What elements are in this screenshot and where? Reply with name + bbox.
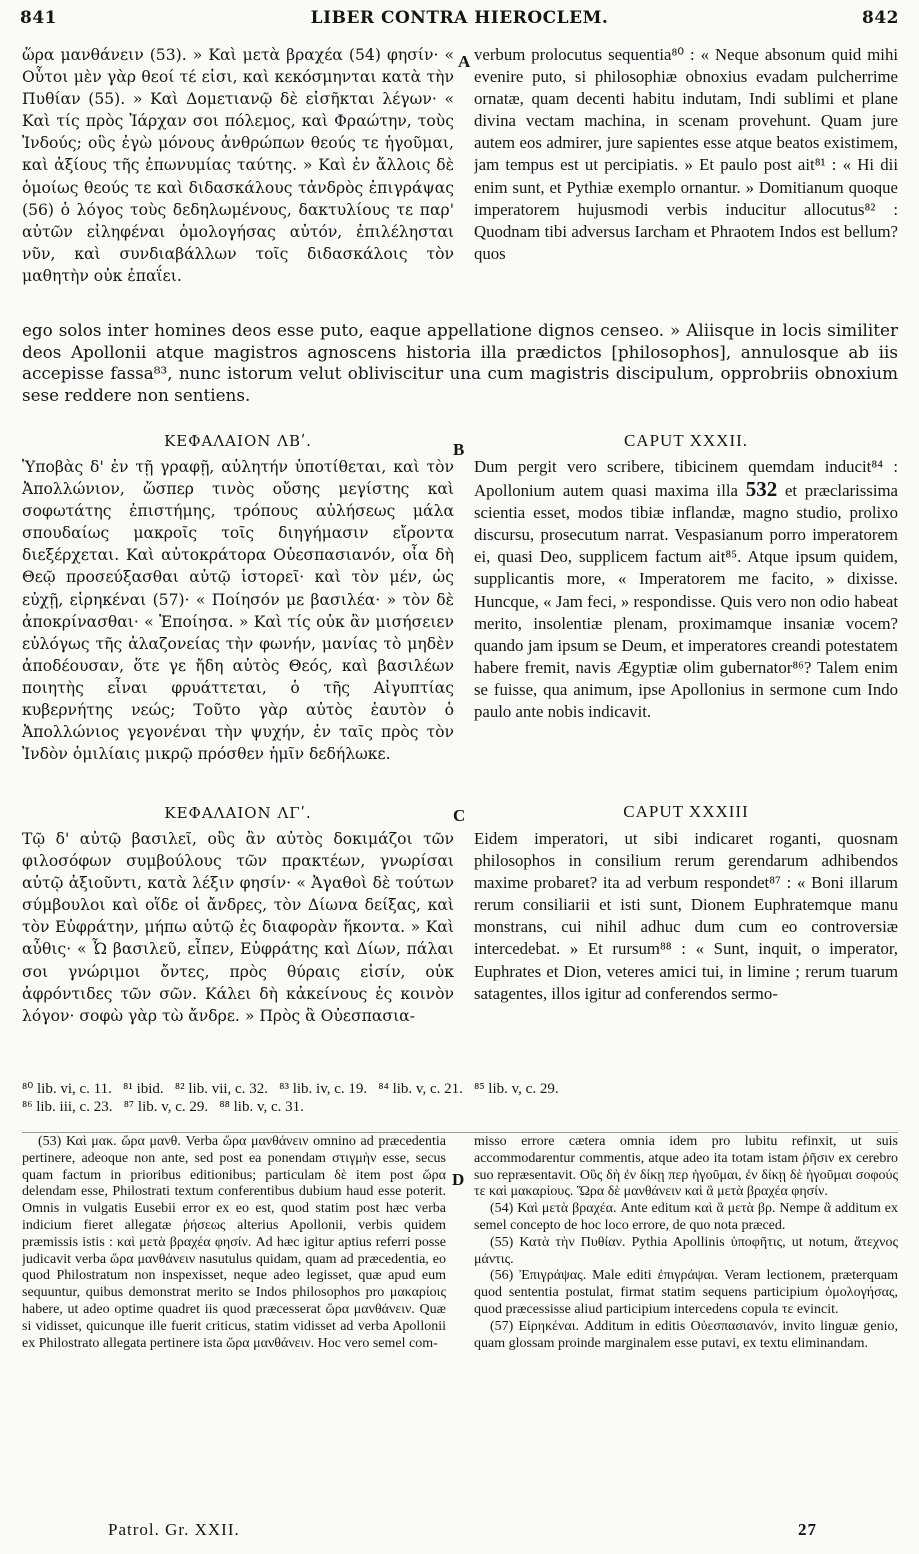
footnote-divider — [22, 1132, 898, 1133]
notes-left-column — [22, 1134, 446, 1516]
top-greek-column — [22, 44, 454, 309]
note-54: (54) Καὶ μετὰ βραχέα. Ante editum καὶ ἃ μετὰ βρ. Nempe ἃ additum ex semel concepto de hoc loco errore, de quo nota præced. — [474, 1201, 898, 1233]
note-53-continuation: misso errore cætera omnia idem pro lubitu refinxit, ut suis accommodarentur commentis, atque adeo ita totam istam ῥῆσιν ex cerebro suo repræsentavit. Οὓς δὴ ἐν δίκῃ περ ἡγοῦμαι, ἐν δίκῃ δὲ ἡγοῦμαι σοφούς τε καὶ μακαρίους. Ὥρα δὲ μανθάνειν καὶ ἃ μετὰ βραχέα φησίν. — [474, 1134, 898, 1200]
full-width-latin-text: ego solos inter homines deos esse puto, eaque appellatione dignos censeo. » Aliisque in locis similiter deos Apollonii atque magistros agnoscens historia illa prædictos [philosophos], annulosque ab iis accepisse fassa⁸³, nunc istorum velut obliviscitur una cum magistris discipulum, opprobriis obnoxium sese reddere non sentiens. — [22, 320, 898, 405]
margin-mark-c: C — [453, 806, 466, 825]
page-number-right: 842 — [862, 8, 899, 28]
top-latin-text: verbum prolocutus sequentia⁸⁰ : « Neque absonum quid mihi evenire puto, si philosophiæ obnoxius evadam pulcherrime ornatæ, quam decenti habitu indutam, Indi sublimi et plane divina vectam machina, in scenam provehunt. Quam jure autem eos admirer, jure sapientes esse atque beatos existimem, jam tempus est ut percipiatis. » Et paulo post ait⁸¹ : « Hi dii enim sunt, et Pythiæ exemplo ornantur. » Domitianum quoque imperatorem hujusmodi verbis inducitur allocutus⁸² : Quodnam tibi adversus Iarcham et Phraotem Indos est bellum? quos — [474, 45, 898, 263]
margin-mark-d: D — [452, 1170, 465, 1189]
footnotes-line-1: ⁸⁰ lib. vi, c. 11. ⁸¹ ibid. ⁸² lib. vii, c. 32. ⁸³ lib. iv, c. 19. ⁸⁴ lib. v, c. 21. ⁸⁵ lib. v, c. 29. — [22, 1081, 559, 1097]
chapter-33-latin-column — [474, 828, 898, 1060]
chapter-32-latin-before: Dum pergit vero scribere, tibicinem quemdam inducit⁸⁴ : Apollonium autem quasi maxima illa — [474, 457, 898, 501]
top-latin-column — [474, 44, 898, 309]
footer-series: Patrol. Gr. XXII. — [108, 1520, 240, 1539]
margin-mark-b: B — [453, 440, 465, 459]
notes-right-column — [474, 1134, 898, 1516]
full-width-latin — [22, 320, 898, 426]
chapter-32-greek-title: ΚΕΦΑΛΑΙΟΝ ΛΒʹ. — [164, 432, 312, 450]
note-53: (53) Καὶ μακ. ὥρα μανθ. Verba ὥρα μανθάνειν omnino ad præcedentia pertinere, adeoque non ante, sed post ea ponendam στιγμὴν esse, secus quam factum in prioribus editionibus; particulam δὲ item post ὥρα delendam esse, Philostrati textum conferentibus dubium haud esse poterit. Omnis in vulgatis Eusebii error ex eo est, quod statim post hæc verba indicium fieret allegatæ ῥήσεως alterius Apollonii, verbis quidem præmissis istis : καὶ μετὰ βραχέα φησίν. Ad hæc igitur aptius referri posse judicavit verba ὥρα μανθάνειν nasutulus quidam, quam ad præcedentia, eo quod Philostratum non inspexisset, neque adeo legisset, quæ apud eum sequuntur, quibus demonstrat merito se Indos philosophos pro μακαρίοις habere, ut adeo optime quadret iis quod præcesserat ὥρα μανθάνειν. Quæ si vidisset, quicunque ille fuerit criticus, statim vidisset ad verba Apollonii ex Philostrato allegata pertinere ista ὥρα μανθάνειν. Hoc vero semel com- — [22, 1134, 446, 1351]
chapter-32-greek-text: Ὑποβὰς δ' ἐν τῇ γραφῇ, αὐλητήν ὑποτίθεται, καὶ τὸν Ἀπολλώνιον, ὥσπερ τινὸς οὔσης μεγίστης καὶ σοφωτάτης ἐπιστήμης, τρόπους αὐλήσεως μάλα σπουδαίως μακροῖς τοῖς διηγήμασιν εἴροντα διεξέρχεται. Καὶ αὐτοκράτορα Οὐεσπασιανόν, οἷα δὴ Θεῷ προσεύξασθαι αὐτῷ ἱστορεῖ· καὶ τὸν μέν, ὡς εὐχῇ, εἰρηκέναι (57)· « Ποίησόν με βασιλέα· » τὸν δὲ ἀποκρίνασθαι· « Ἐποίησα. » Καὶ τίς οὐκ ἂν μισήσειεν εὐλόγως τῆς ἀλαζονείας τὴν φωνήν, μανίας τὸ μηδὲν ἀποδέουσαν, ὅτε γε ἤδη αὐτὸς Θεός, καὶ βασιλέων ποιητὴς εἶναι φρυάττεται, ὁ τῆς Αἰγυπτίας κυβερνήτης νεώς; Τοῦτο γὰρ αὐτὸς ἑαυτὸν ὁ Ἀπολλώνιος γεγονέναι τὴν ψυχήν, ἐν ταῖς πρὸς τὸν Ἰνδὸν ὁμιλίαις μικρῷ πρόσθεν ἡμῖν δεδήλωκε. — [22, 458, 454, 764]
column-number: 532 — [745, 477, 778, 502]
top-greek-text: ὥρα μανθάνειν (53). » Καὶ μετὰ βραχέα (54) φησίν· « Οὗτοι μὲν γὰρ θεοί τέ εἰσι, καὶ κεκόσμηνται κατὰ τὴν Πυθίαν (55). » Καὶ Δομετιανῷ δὲ εἰσῆκται λέγων· « Καὶ τίς πρὸς Ἰάρχαν σοι πόλεμος, καὶ Φραώτην, τοὺς Ἰνδούς; οὓς ἐγὼ μόνους ἀνθρώπων θεούς τε ἡγοῦμαι, καὶ ἀξίους τῆς ἐπωνυμίας ταύτης. » Καὶ ἐν ἄλλοις δὲ ὁμοίως θεούς τε καὶ διδασκάλους τἀνδρὸς ἐπιγράψας (56) ὁ λόγος τοὺς δεδηλωμένους, δακτυλίους τε παρ' αὐτῶν εἰληφέναι ὁμολογήσας αὐτόν, ἐπιλέλησται νῦν, καὶ συνδιαβάλλων τοῖς διδασκάλοις τὸν μαθητὴν οὐκ ἐπαΐει. — [22, 46, 454, 285]
chapter-33-greek-title: ΚΕΦΑΛΑΙΟΝ ΛΓʹ. — [164, 804, 312, 822]
footer-signature: 27 — [798, 1520, 817, 1539]
chapter-32-greek-column — [22, 456, 454, 796]
chapter-33-latin-title: CAPUT XXXIII — [623, 802, 749, 821]
chapter-32-latin-text — [474, 456, 898, 723]
chapter-32-latin-title: CAPUT XXXII. — [623, 431, 749, 450]
chapter-32-latin-after: et præclarissima scientia esset, modos tibiæ inflandæ, magno studio, prolixo discursu, prosecutum narrat. Vespasianum porro imperatorem ei, quasi Deo, supplicem factum ait⁸⁵. Atque ipsum quidem, supplicantis more, « Imperatorem me facito, » dixisse. Huncque, « Jam feci, » respondisse. Quis vero non odio habeat merito, insolentiæ plenam, proximamque insaniæ vocem? quando jam ipsum se Deum, et imperatores creandi potestatem habere fremit, navis Ægyptiæ olim gubernator⁸⁶? Talem enim se fuisse, qua animum, ipse Apollonius in sermone cum Indo paulo ante nobis indicavit. — [474, 481, 898, 722]
page-number-left: 841 — [20, 8, 57, 28]
chapter-33-greek-column — [22, 828, 454, 1060]
chapter-32-latin-column — [474, 456, 898, 796]
note-55: (55) Κατὰ τὴν Πυθίαν. Pythia Apollinis ὑποφῆτις, ut notum, ἄτεχνος μάντις. — [474, 1234, 898, 1267]
note-57: (57) Εἰρηκέναι. Additum in editis Οὐεσπασιανόν, invito linguæ genio, quam glossam proinde marginalem esse putavi, ex textu eliminandam. — [474, 1318, 898, 1351]
footnotes-line-2: ⁸⁶ lib. iii, c. 23. ⁸⁷ lib. v, c. 29. ⁸⁸ lib. v, c. 31. — [22, 1099, 304, 1115]
running-title: LIBER CONTRA HIEROCLEM. — [310, 8, 609, 28]
margin-mark-a: A — [458, 52, 471, 71]
chapter-33-greek-text: Τῷ δ' αὐτῷ βασιλεῖ, οὓς ἂν αὐτὸς δοκιμάζοι τῶν φιλοσόφων συμβούλους τῶν πρακτέων, γνωρίσαι αὐτῷ ἀξιοῦντι, κατὰ λέξιν φησίν· « Ἀγαθοὶ δὲ τούτων σύμβουλοι καὶ οἵδε οἱ ἄνδρες, τὸν Δίωνα δείξας, καὶ τὸν Εὐφράτην, μήπω αὐτῷ ἐς διαφορὰν ἥκοντα. » Καὶ αὖθις· « Ὦ βασιλεῦ, εἶπεν, Εὐφράτης καὶ Δίων, πάλαι σοι γνώριμοι ὄντες, πρὸς θύραις εἰσίν, οὐκ ἀφρόντιδες τῶν σῶν. Κάλει δὴ κἀκείνους ἐς κοινὸν λόγον· σοφὼ γὰρ τὼ ἄνδρε. » Πρὸς ἃ Οὐεσπασια- — [22, 830, 454, 1025]
chapter-33-latin-text: Eidem imperatori, ut sibi indicaret roganti, quosnam philosophos in consilium rerum gerendarum adhibendos maxime probaret? ita ad verbum respondet⁸⁷ : « Boni illarum rerum consiliarii et isti sunt, Dionem Euphratemque manu monstrans, cui nihil adhuc dum cum eo controversiæ intercedebat. » Et rursum⁸⁸ : « Sunt, inquit, o imperator, Euphrates et Dion, veteres amici tui, in limine ; rerum tuarum satagentes, illos igitur ad conferendos sermo- — [474, 829, 898, 1003]
note-56: (56) Ἐπιγράψας. Male editi ἐπιγράψαι. Veram lectionem, præterquam quod sententia postulat, firmat statim sequens participium ὁμολογήσας, quod præcessisse aliud participium intercedens copula τε evincit. — [474, 1268, 898, 1317]
